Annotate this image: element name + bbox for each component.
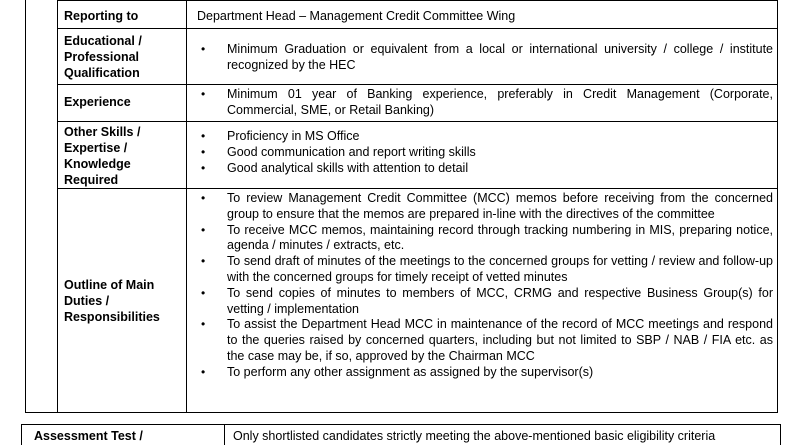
bullet-icon: • bbox=[201, 191, 206, 205]
list-item: • To send draft of minutes of the meetings to the concerned groups for vetting / review and follow-up with the concerned groups for timely receipt of vetted minutes bbox=[201, 254, 773, 284]
column-divider bbox=[186, 0, 187, 412]
list-item: • To review Management Credit Committee (MCC) memos before receiving from the concerned group to ensure that the memos are prepared in-line with the directives of the committee bbox=[201, 191, 773, 221]
assessment-top-border bbox=[21, 424, 781, 425]
reporting-label: Reporting to bbox=[64, 9, 139, 23]
assessment-left-border bbox=[21, 424, 22, 445]
bullet-icon: • bbox=[201, 222, 206, 237]
row-divider bbox=[57, 84, 778, 85]
list-item: • Minimum Graduation or equivalent from a local or international university / college / institute recognized by the HEC bbox=[201, 42, 773, 72]
bullet-icon: • bbox=[201, 254, 206, 269]
education-label bbox=[64, 33, 142, 81]
row-divider bbox=[57, 28, 778, 29]
list-item: • Minimum 01 year of Banking experience, preferably in Credit Management (Corporate, Commercial, SME, or Retail Banking) bbox=[201, 87, 773, 117]
bullet-icon: • bbox=[201, 285, 206, 300]
row-divider bbox=[57, 188, 778, 189]
bullet-icon: • bbox=[201, 160, 206, 175]
duties-label-line: Responsibilities bbox=[64, 310, 160, 324]
duties-label bbox=[64, 277, 160, 325]
assessment-value: Only shortlisted candidates strictly meeting the above-mentioned basic eligibility criteria bbox=[233, 429, 716, 443]
assessment-right-border bbox=[780, 424, 781, 445]
bullet-icon: • bbox=[201, 129, 206, 143]
experience-label: Experience bbox=[64, 95, 131, 109]
experience-bullets bbox=[197, 87, 773, 119]
list-item: • To receive MCC memos, maintaining record through tracking numbering in MIS, preparing notice, agenda / minutes / extracts, etc. bbox=[201, 222, 773, 253]
row-divider bbox=[57, 121, 778, 122]
duties-label-line: Duties / bbox=[64, 294, 110, 308]
skills-label-line: Knowledge bbox=[64, 157, 131, 171]
row-divider bbox=[57, 0, 778, 1]
assessment-label: Assessment Test / bbox=[34, 429, 143, 443]
bullet-icon: • bbox=[201, 144, 206, 159]
list-item: • To assist the Department Head MCC in maintenance of the record of MCC meetings and respond to the queries raised by concerned quarters, including but not limited to SBP / NAB / FIA etc. as the case may be, if so, approved by the Chairman MCC bbox=[201, 317, 773, 363]
table-inner-left-border bbox=[57, 0, 58, 412]
bullet-icon: • bbox=[201, 364, 206, 379]
skills-label-line: Other Skills / bbox=[64, 125, 141, 139]
skills-label bbox=[64, 124, 140, 188]
skills-label-line: Expertise / bbox=[64, 141, 128, 155]
skills-bullets bbox=[197, 129, 773, 176]
bullet-icon: • bbox=[201, 87, 206, 101]
list-item: • To send copies of minutes to members of MCC, CRMG and respective Business Group(s) for vetting / implementation bbox=[201, 285, 773, 316]
reporting-value: Department Head – Management Credit Committee Wing bbox=[197, 9, 516, 23]
table-right-border bbox=[777, 0, 778, 412]
education-label-line: Qualification bbox=[64, 66, 140, 80]
list-item: • To perform any other assignment as assigned by the supervisor(s) bbox=[201, 364, 594, 379]
assessment-column-divider bbox=[224, 424, 225, 445]
duties-bullets bbox=[197, 191, 773, 381]
table-left-border bbox=[25, 0, 26, 412]
bullet-icon: • bbox=[201, 317, 206, 332]
list-item: • Good communication and report writing skills bbox=[201, 144, 476, 159]
education-bullets bbox=[197, 42, 773, 74]
duties-label-line: Outline of Main bbox=[64, 278, 155, 292]
education-label-line: Professional bbox=[64, 50, 140, 64]
bullet-icon: • bbox=[201, 42, 206, 56]
list-item: • Good analytical skills with attention to detail bbox=[201, 160, 469, 175]
table-bottom-border bbox=[25, 412, 778, 413]
education-label-line: Educational / bbox=[64, 34, 142, 48]
skills-label-line: Required bbox=[64, 173, 119, 187]
list-item: • Proficiency in MS Office bbox=[201, 129, 360, 143]
